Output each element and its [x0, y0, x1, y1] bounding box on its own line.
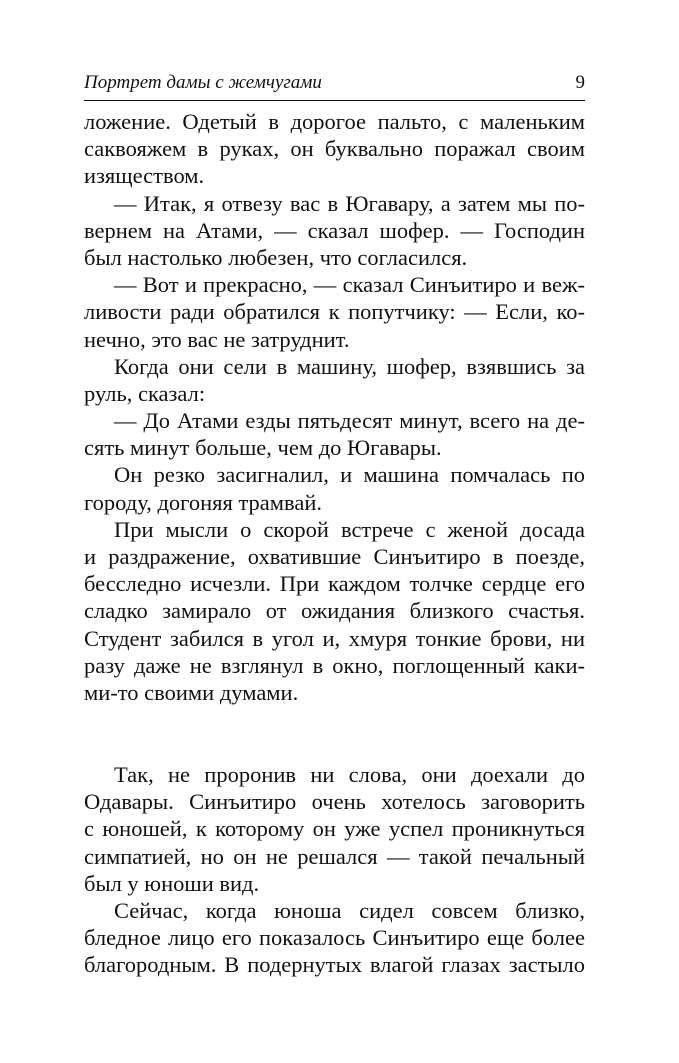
- text-line: бесследно исчезли. При каждом толчке сердце его: [84, 571, 585, 597]
- text-line: изяществом.: [84, 163, 205, 189]
- running-title: Портрет дамы с жемчугами: [84, 72, 322, 93]
- text-line: был у юноши вид.: [84, 870, 260, 896]
- text-line: и раздражение, охватившие Синъитиро в поезде,: [84, 544, 585, 569]
- text-block-before-break: [84, 108, 585, 706]
- text-line: — Итак, я отвезу вас в Югавару, а затем мы по-: [114, 190, 585, 216]
- text-line: был настолько любезен, что согласился.: [84, 244, 468, 270]
- page-number: 9: [575, 72, 585, 93]
- text-line: нечно, это вас не затруднит.: [84, 326, 350, 352]
- book-page: [84, 0, 585, 1063]
- text-line: бледное лицо его показалось Синъитиро еще более: [84, 925, 585, 951]
- text-line: Так, не проронив ни слова, они доехали до: [114, 762, 585, 787]
- text-line: Когда они сели в машину, шофер, взявшись за: [114, 353, 585, 379]
- text-line: благородным. В подернутых влагой глазах застыло: [84, 952, 585, 978]
- text-line: ми-то своими думами.: [84, 679, 299, 705]
- text-line: руль, сказал:: [84, 380, 206, 406]
- text-line: симпатией, но он не решался — такой печальный: [84, 843, 585, 869]
- text-line: городу, догоняя трамвай.: [84, 489, 323, 515]
- text-line: ложение. Одетый в дорогое пальто, с маленьким: [84, 109, 585, 134]
- running-head: [84, 67, 585, 99]
- text-line: Он резко засигналил, и машина помчалась по: [114, 462, 585, 488]
- text-line: Сейчас, когда юноша сидел совсем близко,: [114, 897, 585, 923]
- text-line: — Вот и прекрасно, — сказал Синъитиро и веж-: [114, 272, 585, 298]
- text-line: Студент забился в угол и, хмуря тонкие брови, ни: [84, 625, 585, 651]
- text-line: При мысли о скорой встрече с женой досада: [114, 516, 585, 542]
- text-block-after-break: [84, 761, 585, 979]
- text-line: сять минут больше, чем до Югавары.: [84, 435, 442, 461]
- text-line: с юношей, к которому он уже успел проникнуться: [84, 816, 585, 842]
- text-line: саквояжем в руках, он буквально поражал своим: [84, 136, 585, 162]
- text-line: сладко замирало от ожидания близкого счастья.: [84, 598, 585, 624]
- header-rule: [84, 100, 585, 101]
- text-line: ливости ради обратился к попутчику: — Если, ко-: [84, 299, 585, 325]
- text-line: Одавары. Синъитиро очень хотелось заговорить: [84, 789, 585, 815]
- text-line: — До Атами езды пятьдесят минут, всего на де-: [114, 408, 585, 434]
- text-line: разу даже не взглянул в окно, поглощенный каки-: [84, 652, 585, 678]
- text-line: вернем на Атами, — сказал шофер. — Господин: [84, 217, 585, 243]
